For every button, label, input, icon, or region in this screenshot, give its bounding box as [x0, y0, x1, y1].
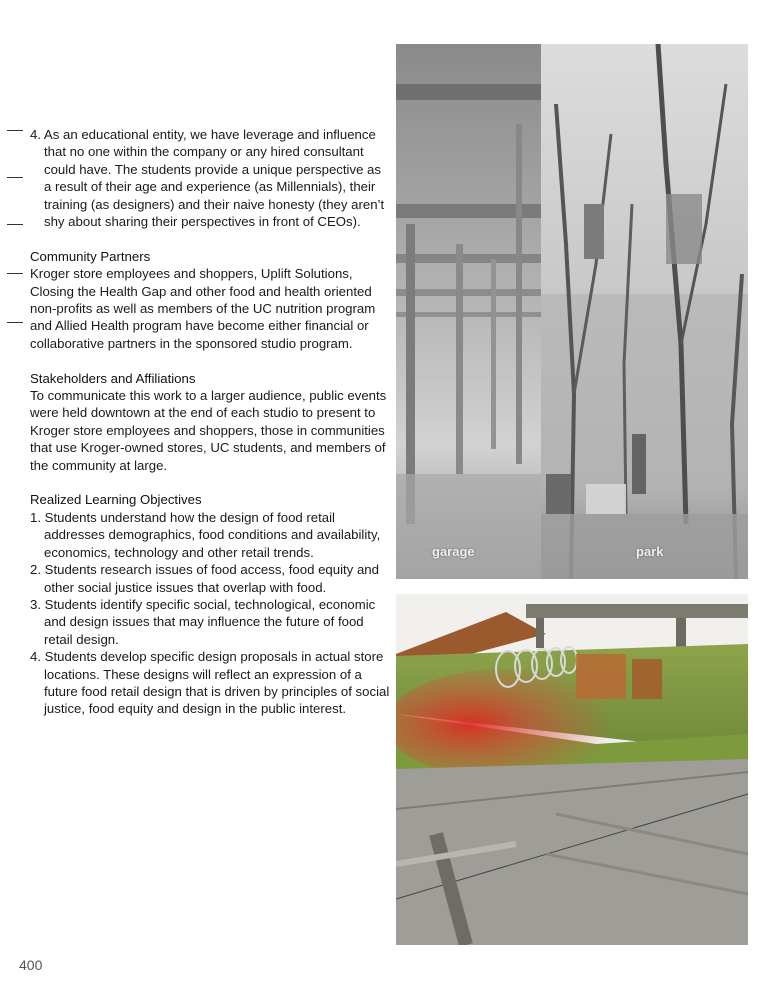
park-rendering-illustration [396, 594, 748, 945]
margin-mark [7, 224, 23, 225]
objective-item: 4. Students develop specific design proposals in actual store locations. These designs will reflect an expression of a future food retail design that is driven by principles of social justice, food equity and design in the public interest. [30, 649, 390, 717]
margin-mark [7, 322, 23, 323]
paragraph-intro: 4. As an educational entity, we have leverage and influence that no one within the company or any hired consultant could have. The students provide a unique perspective as a result of their age and experience (as Millennials), their training (as designers) and their naive honesty (they aren’t shy about sharing their perspectives in front of CEOs). [30, 127, 385, 230]
stakeholders-body: To communicate this work to a larger audience, public events were held downtown at the end of each studio to present to Kroger store employees and shoppers, those in communities that use Kroger-owned stores, UC students, and members of the community at large. [30, 388, 387, 473]
margin-mark [7, 130, 23, 131]
objective-item: 3. Students identify specific social, technological, economic and design issues that may influence the future of food retail design. [30, 596, 376, 647]
community-partners-body: Kroger store employees and shoppers, Uplift Solutions, Closing the Health Gap and other food and health oriented non-profits as well as members of the UC nutrition program and Allied Health program have become either financial or collaborative partners in the sponsored studio program. [30, 266, 376, 351]
body-text-column [30, 126, 390, 718]
page-number: 400 [19, 957, 43, 973]
margin-mark [7, 177, 23, 178]
photo-label-park: park [636, 544, 664, 559]
photo-label-garage: garage [432, 544, 475, 559]
margin-mark [7, 273, 23, 274]
objective-item: 2. Students research issues of food access, food equity and other social justice issues that overlap with food. [30, 562, 379, 595]
garage-park-photo [396, 44, 748, 579]
community-partners-heading: Community Partners [30, 248, 151, 264]
garage-park-illustration [396, 44, 748, 579]
stakeholders-heading: Stakeholders and Affiliations [30, 370, 196, 386]
objective-item: 1. Students understand how the design of food retail addresses demographics, food conditions and availability, economics, technology and other retail trends. [30, 509, 381, 560]
objectives-heading: Realized Learning Objectives [30, 492, 202, 508]
park-rendering [396, 594, 748, 945]
